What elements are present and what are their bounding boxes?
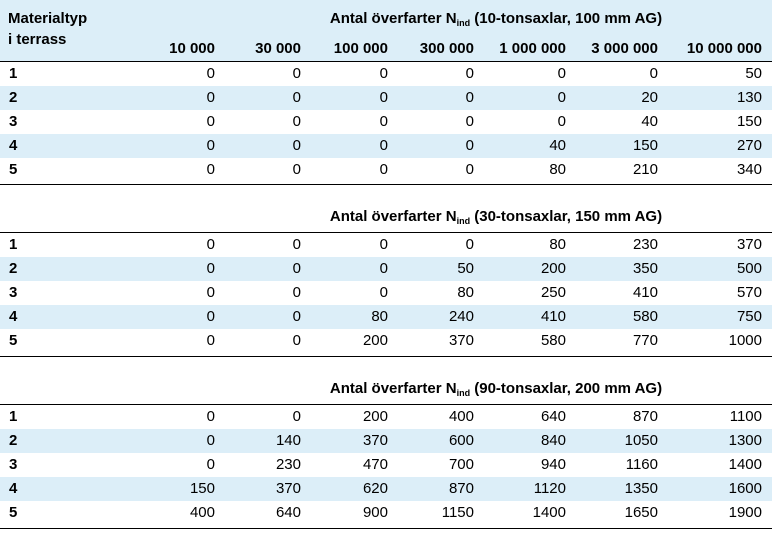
table-cell: 0: [465, 65, 474, 82]
table-row: [0, 62, 772, 86]
table-cell: 0: [292, 65, 301, 82]
table-cell: 0: [206, 432, 215, 449]
table-cell: 1350: [624, 480, 658, 497]
table-row: [0, 233, 772, 257]
table-cell: 0: [379, 161, 388, 178]
table-cell: 0: [557, 65, 566, 82]
table-header: [0, 0, 772, 61]
table-cell: 0: [206, 236, 215, 253]
table-cell: 0: [379, 113, 388, 130]
section-title-3-sub: ind: [456, 388, 471, 398]
table-cell: 0: [379, 284, 388, 301]
table-cell: 570: [736, 284, 762, 301]
table-cell: 0: [557, 89, 566, 106]
material-type-label: 1: [9, 65, 18, 82]
table-cell: 600: [448, 432, 474, 449]
material-type-label: 5: [9, 332, 18, 349]
table-cell: 1400: [532, 504, 566, 521]
table-cell: 0: [649, 65, 658, 82]
table-cell: 400: [189, 504, 215, 521]
table-row: [0, 158, 772, 182]
material-type-label: 2: [9, 89, 18, 106]
table-cell: 0: [379, 137, 388, 154]
table-cell: 770: [632, 332, 658, 349]
table-cell: 0: [206, 456, 215, 473]
table-cell: 250: [540, 284, 566, 301]
section-title-1-prefix: Antal överfarter N: [329, 10, 457, 27]
table-cell: 0: [465, 236, 474, 253]
table-cell: 40: [549, 137, 566, 154]
material-label-line1: Materialtyp: [8, 10, 88, 27]
table-cell: 1900: [728, 504, 762, 521]
table-cell: 0: [292, 308, 301, 325]
section-bottom-rule: [0, 356, 772, 357]
section-title-1: [226, 9, 766, 33]
table-cell: 200: [362, 408, 388, 425]
table-cell: 0: [206, 161, 215, 178]
table-row: [0, 110, 772, 134]
table-cell: 580: [632, 308, 658, 325]
table-cell: 700: [448, 456, 474, 473]
column-header: 10 000: [169, 40, 215, 57]
material-type-label: 4: [9, 480, 18, 497]
table-cell: 1400: [728, 456, 762, 473]
material-type-label: 3: [9, 284, 18, 301]
table-cell: 370: [448, 332, 474, 349]
table-cell: 240: [448, 308, 474, 325]
section-title-3-prefix: Antal överfarter N: [329, 380, 457, 397]
table-cell: 370: [736, 236, 762, 253]
table-cell: 580: [540, 332, 566, 349]
table-cell: 870: [632, 408, 658, 425]
table-cell: 410: [540, 308, 566, 325]
section-title-2-suffix: (30-tonsaxlar, 150 mm AG): [470, 208, 663, 225]
material-type-label: 3: [9, 113, 18, 130]
table-row: [0, 305, 772, 329]
table-cell: 900: [362, 504, 388, 521]
section-title-1-suffix: (10-tonsaxlar, 100 mm AG): [470, 10, 663, 27]
table-cell: 0: [379, 236, 388, 253]
table-cell: 80: [549, 161, 566, 178]
table-cell: 0: [292, 260, 301, 277]
section-title-3: [226, 379, 766, 403]
column-header: 10 000 000: [686, 40, 762, 57]
table-cell: 1000: [728, 332, 762, 349]
section-bottom-rule: [0, 184, 772, 185]
table-cell: 1300: [728, 432, 762, 449]
table-cell: 620: [362, 480, 388, 497]
table-cell: 230: [275, 456, 301, 473]
table-cell: 0: [557, 113, 566, 130]
table-cell: 0: [292, 332, 301, 349]
table-cell: 640: [540, 408, 566, 425]
table-cell: 140: [275, 432, 301, 449]
column-header: 100 000: [333, 40, 388, 57]
table-cell: 0: [206, 65, 215, 82]
table-cell: 1050: [624, 432, 658, 449]
table-row: [0, 329, 772, 353]
section-title-2-sub: ind: [456, 216, 471, 226]
table-cell: 0: [465, 113, 474, 130]
table-cell: 270: [736, 137, 762, 154]
table-cell: 0: [206, 260, 215, 277]
column-header: 30 000: [255, 40, 301, 57]
table-row: [0, 257, 772, 281]
table-row: [0, 429, 772, 453]
material-type-label: 4: [9, 137, 18, 154]
table-cell: 0: [465, 89, 474, 106]
table-cell: 0: [206, 408, 215, 425]
section-title-2-prefix: Antal överfarter N: [329, 208, 457, 225]
table-cell: 0: [206, 113, 215, 130]
table-row: [0, 86, 772, 110]
table-cell: 150: [736, 113, 762, 130]
table-cell: 0: [292, 236, 301, 253]
table-cell: 0: [465, 161, 474, 178]
table-row: [0, 134, 772, 158]
column-header: 3 000 000: [591, 40, 658, 57]
material-type-label: 1: [9, 408, 18, 425]
material-type-label: 4: [9, 308, 18, 325]
material-type-label: 5: [9, 161, 18, 178]
material-type-label: 3: [9, 456, 18, 473]
table-cell: 50: [745, 65, 762, 82]
table-cell: 200: [540, 260, 566, 277]
table-cell: 350: [632, 260, 658, 277]
table-cell: 370: [275, 480, 301, 497]
column-headers: [0, 40, 772, 60]
table-cell: 0: [292, 113, 301, 130]
section-bottom-rule: [0, 528, 772, 529]
table-cell: 1150: [441, 504, 474, 521]
table-cell: 150: [189, 480, 215, 497]
section-title-1-sub: ind: [456, 18, 471, 28]
table-cell: 50: [457, 260, 474, 277]
table-cell: 20: [641, 89, 658, 106]
table-cell: 0: [379, 65, 388, 82]
table-cell: 0: [292, 137, 301, 154]
table-cell: 400: [448, 408, 474, 425]
table-cell: 410: [632, 284, 658, 301]
table-cell: 940: [540, 456, 566, 473]
table-cell: 1120: [533, 480, 566, 497]
column-header: 1 000 000: [499, 40, 566, 57]
material-type-label: 2: [9, 432, 18, 449]
table-cell: 80: [457, 284, 474, 301]
table-cell: 640: [275, 504, 301, 521]
table-cell: 0: [292, 284, 301, 301]
table-cell: 0: [292, 89, 301, 106]
table-cell: 1600: [728, 480, 762, 497]
table-cell: 870: [448, 480, 474, 497]
section-title-3-suffix: (90-tonsaxlar, 200 mm AG): [470, 380, 663, 397]
table-cell: 150: [632, 137, 658, 154]
table-cell: 0: [292, 161, 301, 178]
table-cell: 470: [362, 456, 388, 473]
table-cell: 200: [362, 332, 388, 349]
material-type-label: 1: [9, 236, 18, 253]
table-cell: 0: [465, 137, 474, 154]
table-cell: 80: [371, 308, 388, 325]
table-row: [0, 405, 772, 429]
table-cell: 0: [206, 137, 215, 154]
table-cell: 0: [206, 284, 215, 301]
material-label-line2: i terrass: [8, 31, 67, 48]
table-cell: 40: [641, 113, 658, 130]
material-type-label: 2: [9, 260, 18, 277]
table-cell: 0: [206, 332, 215, 349]
table-cell: 0: [379, 89, 388, 106]
table-row: [0, 281, 772, 305]
table-cell: 840: [540, 432, 566, 449]
table-cell: 210: [632, 161, 658, 178]
table-cell: 0: [379, 260, 388, 277]
column-header: 300 000: [419, 40, 474, 57]
table-row: [0, 477, 772, 501]
table-cell: 0: [292, 408, 301, 425]
table-cell: 0: [206, 308, 215, 325]
section-title-2: [226, 207, 766, 231]
table-cell: 130: [736, 89, 762, 106]
table-cell: 1100: [729, 408, 762, 425]
table-cell: 340: [736, 161, 762, 178]
table-cell: 80: [549, 236, 566, 253]
table-cell: 500: [736, 260, 762, 277]
table-cell: 0: [206, 89, 215, 106]
table-cell: 1160: [625, 456, 658, 473]
table-row: [0, 501, 772, 525]
table-cell: 230: [632, 236, 658, 253]
material-type-label: 5: [9, 504, 18, 521]
table-cell: 370: [362, 432, 388, 449]
table-cell: 1650: [624, 504, 658, 521]
table-row: [0, 453, 772, 477]
table-cell: 750: [736, 308, 762, 325]
